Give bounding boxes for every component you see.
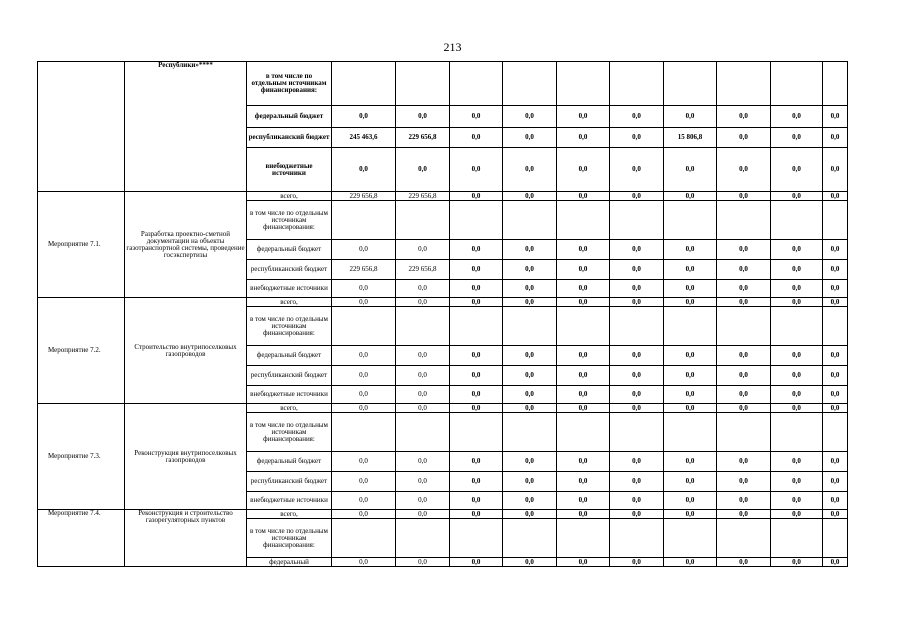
value-cell: 0,0 [503, 240, 557, 260]
value-cell: 0,0 [450, 472, 503, 492]
value-cell: 229 656,8 [396, 192, 450, 201]
value-cell: 0,0 [610, 298, 664, 307]
value-cell: 0,0 [332, 492, 396, 510]
value-cell: 0,0 [771, 280, 823, 298]
value-cell: 0,0 [503, 148, 557, 192]
value-cell [610, 201, 664, 240]
value-cell: 0,0 [823, 106, 848, 128]
value-cell: 0,0 [823, 128, 848, 148]
value-cell: 0,0 [396, 346, 450, 366]
value-cell: 0,0 [450, 492, 503, 510]
value-cell: 0,0 [332, 452, 396, 472]
value-cell: 0,0 [450, 510, 503, 519]
value-cell [823, 519, 848, 558]
value-cell: 0,0 [450, 298, 503, 307]
value-cell: 0,0 [771, 128, 823, 148]
value-cell [717, 307, 771, 346]
value-cell [503, 519, 557, 558]
value-cell [396, 201, 450, 240]
value-cell [771, 307, 823, 346]
value-cell [332, 62, 396, 106]
value-cell: 0,0 [450, 366, 503, 386]
value-cell: 0,0 [610, 452, 664, 472]
value-cell [557, 201, 610, 240]
value-cell: 0,0 [503, 106, 557, 128]
value-cell: 0,0 [503, 404, 557, 413]
financing-table [37, 61, 848, 567]
value-cell: 0,0 [717, 452, 771, 472]
value-cell: 0,0 [610, 240, 664, 260]
value-cell: 0,0 [771, 260, 823, 280]
value-cell: 0,0 [717, 106, 771, 128]
value-cell [396, 413, 450, 452]
value-cell [503, 62, 557, 106]
measure-name-cell: Мероприятие 7.2. [38, 298, 125, 404]
value-cell: 0,0 [557, 472, 610, 492]
value-cell [503, 201, 557, 240]
funding-source-cell: республиканский бюджет [247, 260, 332, 280]
value-cell: 0,0 [396, 492, 450, 510]
funding-source-cell: внебюджетные источники [247, 148, 332, 192]
value-cell: 0,0 [771, 492, 823, 510]
value-cell: 0,0 [823, 452, 848, 472]
value-cell: 0,0 [717, 280, 771, 298]
value-cell: 0,0 [771, 106, 823, 128]
value-cell: 0,0 [503, 128, 557, 148]
value-cell: 0,0 [717, 404, 771, 413]
value-cell: 0,0 [823, 260, 848, 280]
value-cell [396, 519, 450, 558]
value-cell: 0,0 [332, 280, 396, 298]
value-cell: 0,0 [332, 366, 396, 386]
value-cell: 0,0 [503, 510, 557, 519]
value-cell: 0,0 [610, 366, 664, 386]
value-cell: 0,0 [450, 240, 503, 260]
value-cell: 229 656,8 [332, 260, 396, 280]
value-cell: 0,0 [610, 386, 664, 404]
value-cell: 0,0 [503, 452, 557, 472]
value-cell [450, 413, 503, 452]
value-cell: 0,0 [396, 558, 450, 567]
value-cell [503, 307, 557, 346]
value-cell: 0,0 [664, 280, 717, 298]
measure-name-cell: Мероприятие 7.3. [38, 404, 125, 510]
value-cell: 0,0 [557, 366, 610, 386]
value-cell: 0,0 [664, 260, 717, 280]
value-cell [503, 413, 557, 452]
value-cell: 0,0 [664, 386, 717, 404]
value-cell: 0,0 [503, 558, 557, 567]
value-cell: 0,0 [610, 404, 664, 413]
value-cell: 0,0 [823, 558, 848, 567]
value-cell [557, 62, 610, 106]
value-cell: 0,0 [557, 128, 610, 148]
value-cell: 0,0 [557, 192, 610, 201]
value-cell: 0,0 [823, 346, 848, 366]
value-cell: 0,0 [332, 404, 396, 413]
value-cell: 0,0 [717, 510, 771, 519]
funding-source-cell: в том числе по отдельным источникам финансирования: [247, 307, 332, 346]
value-cell: 0,0 [664, 492, 717, 510]
funding-source-cell: всего, [247, 192, 332, 201]
value-cell: 0,0 [610, 280, 664, 298]
value-cell: 0,0 [771, 404, 823, 413]
value-cell [450, 201, 503, 240]
value-cell: 0,0 [823, 192, 848, 201]
funding-source-cell: внебюджетные источники [247, 280, 332, 298]
value-cell: 15 806,8 [664, 128, 717, 148]
value-cell: 0,0 [396, 510, 450, 519]
value-cell [450, 519, 503, 558]
value-cell: 0,0 [664, 366, 717, 386]
value-cell: 229 656,8 [396, 128, 450, 148]
value-cell: 0,0 [610, 106, 664, 128]
value-cell: 0,0 [503, 280, 557, 298]
value-cell: 0,0 [771, 472, 823, 492]
value-cell: 0,0 [771, 366, 823, 386]
value-cell: 0,0 [332, 298, 396, 307]
value-cell: 0,0 [717, 492, 771, 510]
value-cell: 0,0 [396, 366, 450, 386]
value-cell [823, 413, 848, 452]
value-cell: 0,0 [557, 280, 610, 298]
value-cell: 0,0 [557, 452, 610, 472]
value-cell: 0,0 [823, 492, 848, 510]
value-cell [332, 413, 396, 452]
measure-description-cell: Строительство внутрипоселковых газопроводов [125, 298, 247, 404]
value-cell: 0,0 [717, 558, 771, 567]
value-cell: 0,0 [664, 240, 717, 260]
value-cell: 0,0 [610, 510, 664, 519]
value-cell: 0,0 [557, 298, 610, 307]
value-cell: 0,0 [717, 298, 771, 307]
value-cell: 0,0 [557, 510, 610, 519]
value-cell: 0,0 [664, 510, 717, 519]
value-cell: 0,0 [823, 148, 848, 192]
value-cell: 0,0 [332, 148, 396, 192]
measure-description-cell: Республики»**** [125, 62, 247, 192]
funding-source-cell: республиканский бюджет [247, 128, 332, 148]
table-row [38, 404, 848, 413]
value-cell: 0,0 [771, 192, 823, 201]
value-cell: 0,0 [610, 148, 664, 192]
value-cell: 0,0 [664, 472, 717, 492]
value-cell [717, 201, 771, 240]
value-cell: 0,0 [717, 346, 771, 366]
value-cell [717, 519, 771, 558]
value-cell: 0,0 [450, 386, 503, 404]
value-cell: 0,0 [503, 298, 557, 307]
funding-source-cell: федеральный бюджет [247, 240, 332, 260]
value-cell: 0,0 [396, 452, 450, 472]
funding-source-cell: федеральный бюджет [247, 346, 332, 366]
value-cell: 0,0 [396, 106, 450, 128]
value-cell: 0,0 [557, 346, 610, 366]
value-cell: 0,0 [664, 346, 717, 366]
value-cell [332, 201, 396, 240]
value-cell [610, 519, 664, 558]
value-cell: 0,0 [664, 192, 717, 201]
value-cell: 0,0 [610, 492, 664, 510]
value-cell [396, 307, 450, 346]
value-cell [557, 413, 610, 452]
value-cell [664, 201, 717, 240]
value-cell: 0,0 [396, 386, 450, 404]
value-cell: 0,0 [717, 148, 771, 192]
value-cell: 0,0 [717, 472, 771, 492]
value-cell: 0,0 [503, 366, 557, 386]
value-cell: 0,0 [450, 148, 503, 192]
value-cell: 0,0 [823, 298, 848, 307]
value-cell: 0,0 [823, 404, 848, 413]
value-cell: 0,0 [771, 298, 823, 307]
value-cell: 0,0 [717, 366, 771, 386]
page-number: 213 [443, 40, 462, 54]
value-cell: 0,0 [771, 240, 823, 260]
table-row [38, 298, 848, 307]
value-cell: 0,0 [717, 260, 771, 280]
measure-description-cell: Разработка проектно-сметной документации на объекты газотранспортной системы, проведение госэкспертизы [125, 192, 247, 298]
table-body [38, 62, 848, 567]
value-cell: 0,0 [503, 492, 557, 510]
value-cell: 0,0 [332, 386, 396, 404]
value-cell: 0,0 [557, 404, 610, 413]
value-cell: 0,0 [610, 472, 664, 492]
value-cell: 0,0 [823, 510, 848, 519]
table-row [38, 192, 848, 201]
value-cell: 0,0 [610, 192, 664, 201]
funding-source-cell: республиканский бюджет [247, 366, 332, 386]
value-cell [664, 413, 717, 452]
value-cell: 0,0 [823, 240, 848, 260]
value-cell: 0,0 [450, 128, 503, 148]
value-cell: 0,0 [332, 472, 396, 492]
value-cell: 0,0 [503, 472, 557, 492]
value-cell [610, 307, 664, 346]
measure-description-cell: Реконструкция внутрипоселковых газопроводов [125, 404, 247, 510]
value-cell: 0,0 [557, 106, 610, 128]
value-cell: 0,0 [396, 148, 450, 192]
value-cell: 0,0 [503, 346, 557, 366]
value-cell: 0,0 [557, 558, 610, 567]
value-cell [332, 307, 396, 346]
value-cell: 0,0 [503, 192, 557, 201]
funding-source-cell: всего, [247, 510, 332, 519]
table-row [38, 510, 848, 519]
value-cell: 0,0 [610, 128, 664, 148]
value-cell [823, 307, 848, 346]
value-cell [450, 62, 503, 106]
value-cell: 0,0 [503, 260, 557, 280]
funding-source-cell: в том числе по отдельным источникам финансирования: [247, 201, 332, 240]
value-cell: 0,0 [664, 298, 717, 307]
value-cell [717, 62, 771, 106]
value-cell: 0,0 [664, 452, 717, 472]
value-cell [771, 413, 823, 452]
value-cell: 0,0 [557, 492, 610, 510]
value-cell: 0,0 [450, 260, 503, 280]
value-cell: 0,0 [396, 298, 450, 307]
value-cell [610, 62, 664, 106]
value-cell: 0,0 [332, 346, 396, 366]
value-cell [823, 201, 848, 240]
value-cell [823, 62, 848, 106]
value-cell: 229 656,8 [396, 260, 450, 280]
value-cell: 0,0 [823, 472, 848, 492]
value-cell: 0,0 [610, 558, 664, 567]
funding-source-cell: внебюджетные источники [247, 386, 332, 404]
value-cell [557, 519, 610, 558]
value-cell: 0,0 [771, 510, 823, 519]
funding-source-cell: федеральный бюджет [247, 106, 332, 128]
value-cell: 0,0 [450, 106, 503, 128]
value-cell: 0,0 [771, 452, 823, 472]
value-cell: 0,0 [771, 558, 823, 567]
funding-source-cell: в том числе по отдельным источникам финансирования: [247, 519, 332, 558]
value-cell [664, 62, 717, 106]
value-cell: 0,0 [771, 148, 823, 192]
value-cell: 0,0 [664, 558, 717, 567]
value-cell: 0,0 [396, 280, 450, 298]
value-cell: 229 656,8 [332, 192, 396, 201]
value-cell: 0,0 [503, 386, 557, 404]
value-cell: 0,0 [823, 366, 848, 386]
funding-source-cell: федеральный бюджет [247, 452, 332, 472]
value-cell: 0,0 [396, 472, 450, 492]
value-cell: 0,0 [664, 148, 717, 192]
value-cell [610, 413, 664, 452]
value-cell [450, 307, 503, 346]
value-cell: 0,0 [332, 106, 396, 128]
value-cell: 0,0 [717, 240, 771, 260]
value-cell: 0,0 [717, 128, 771, 148]
value-cell: 0,0 [557, 240, 610, 260]
value-cell: 0,0 [771, 346, 823, 366]
measure-name-cell: Мероприятие 7.4. [38, 510, 125, 567]
value-cell: 0,0 [450, 558, 503, 567]
value-cell: 0,0 [557, 386, 610, 404]
table-row [38, 62, 848, 106]
value-cell: 0,0 [396, 240, 450, 260]
value-cell: 0,0 [450, 452, 503, 472]
value-cell [332, 519, 396, 558]
funding-source-cell: внебюджетные источники [247, 492, 332, 510]
value-cell: 0,0 [332, 558, 396, 567]
value-cell [664, 519, 717, 558]
measure-name-cell [38, 62, 125, 192]
funding-source-cell: всего, [247, 404, 332, 413]
value-cell [717, 413, 771, 452]
funding-source-cell: в том числе по отдельным источникам финансирования: [247, 62, 332, 106]
value-cell: 0,0 [610, 260, 664, 280]
value-cell: 0,0 [450, 404, 503, 413]
value-cell: 0,0 [823, 386, 848, 404]
value-cell: 0,0 [332, 240, 396, 260]
funding-source-cell: в том числе по отдельным источникам финансирования: [247, 413, 332, 452]
funding-source-cell: федеральный [247, 558, 332, 567]
value-cell: 0,0 [396, 404, 450, 413]
value-cell: 0,0 [823, 280, 848, 298]
value-cell: 245 463,6 [332, 128, 396, 148]
value-cell [771, 201, 823, 240]
value-cell: 0,0 [771, 386, 823, 404]
value-cell: 0,0 [332, 510, 396, 519]
funding-source-cell: республиканский бюджет [247, 472, 332, 492]
value-cell: 0,0 [450, 280, 503, 298]
value-cell [396, 62, 450, 106]
measure-description-cell: Реконструкция и строительство газорегуляторных пунктов [125, 510, 247, 567]
value-cell: 0,0 [610, 346, 664, 366]
value-cell [664, 307, 717, 346]
value-cell: 0,0 [557, 148, 610, 192]
value-cell: 0,0 [717, 386, 771, 404]
value-cell [771, 62, 823, 106]
value-cell: 0,0 [450, 346, 503, 366]
value-cell: 0,0 [450, 192, 503, 201]
value-cell [771, 519, 823, 558]
value-cell [557, 307, 610, 346]
measure-name-cell: Мероприятие 7.1. [38, 192, 125, 298]
value-cell: 0,0 [557, 260, 610, 280]
funding-source-cell: всего, [247, 298, 332, 307]
value-cell: 0,0 [664, 404, 717, 413]
value-cell: 0,0 [664, 106, 717, 128]
value-cell: 0,0 [717, 192, 771, 201]
